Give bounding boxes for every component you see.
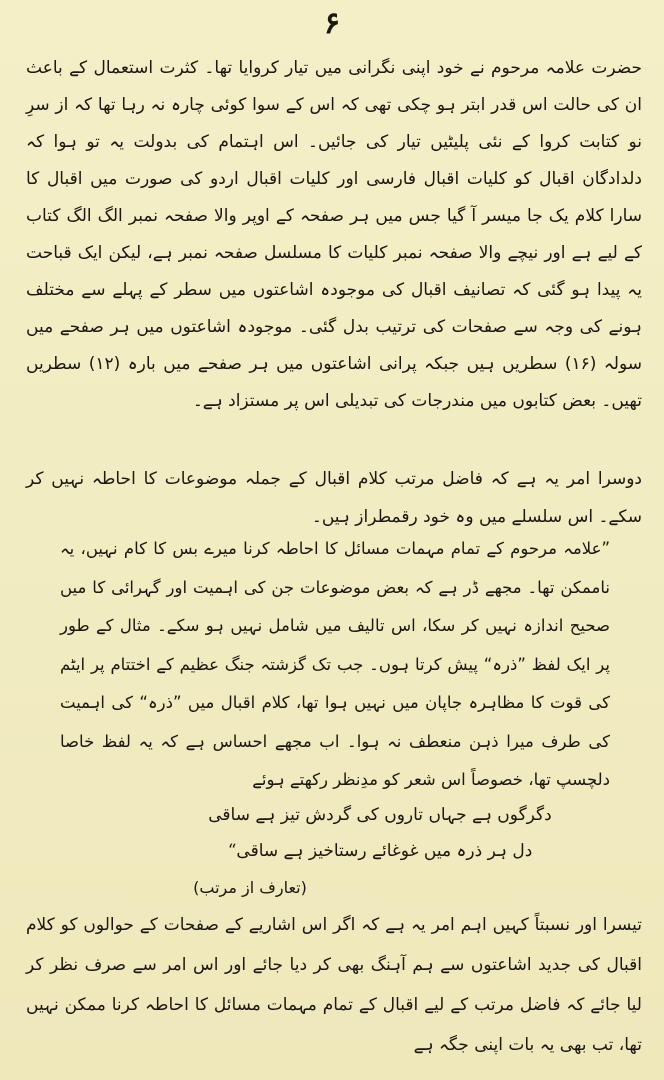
verse-line-2: دل ہر ذرہ میں غوغائے رستاخیز ہے ساقی“ <box>227 841 533 861</box>
paragraph-2: دوسرا امر یہ ہے کہ فاضل مرتب کلام اقبال کے جملہ موضوعات کا احاطہ نہیں کر سکے۔ اس سلسلے میں وہ خود رقمطراز ہیں۔ <box>26 469 642 527</box>
verse-line-1: دگرگوں ہے جہاں تاروں کی گردش تیز ہے ساقی <box>208 805 552 825</box>
block-quote: ”علامہ مرحوم کے تمام مہمات مسائل کا احاطہ کرنا میرے بس کا کام نہیں، یہ ناممکن تھا۔ مجھے ڈر ہے کہ بعض موضوعات جن کی اہمیت اور گہرائی کا میں صحیح اندازہ نہیں کر سکا، اس تالیف میں شامل نہیں ہو سکے۔ مثال کے طور پر ایک لفظ ”ذرہ“ پیش کرتا ہوں۔ جب تک گزشتہ جنگ عظیم کے اختتام پر ایٹم کی قوت کا مظاہرہ جاپان میں نہیں ہوا تھا، کلام اقبال میں ”ذرہ“ کی اہمیت کی طرف میرا ذہن منعطف نہ ہوا۔ اب مجھے احساس ہے کہ یہ لفظ خاصا دلچسپ تھا، خصوصاً اس شعر کو مدِنظر رکھتے ہوئے <box>60 539 610 789</box>
quote-citation: (تعارف از مرتب) <box>193 878 307 897</box>
paragraph-1: حضرت علامہ مرحوم نے خود اپنی نگرانی میں تیار کروایا تھا۔ کثرت استعمال کے باعث ان کی حالت اس قدر ابتر ہو چکی تھی کہ اس کے سوا کوئی چارہ نہ رہا تھا کہ از سرِ نو کتابت کروا کے نئی پلیٹیں تیار کی جائیں۔ اس اہتمام کی بدولت یہ تو ہوا کہ دلدادگان اقبال کو کلیات اقبال فارسی اور کلیات اقبال اردو کی صورت میں اقبال کا سارا کلام یک جا میسر آ گیا جس میں ہر صفحہ کے اوپر والا صفحہ نمبر الگ الگ کتاب کے لیے ہے اور نیچے والا صفحہ نمبر کلیات کا مسلسل صفحہ نمبر ہے، لیکن ایک قباحت یہ پیدا ہو گئی کہ تصانیف اقبال کی موجودہ اشاعتوں میں سطر کے پہلے سے مختلف ہونے کی وجہ سے صفحات کی ترتیب بدل گئی۔ موجودہ اشاعتوں میں ہر صفحے میں سولہ (۱۶) سطریں ہیں جبکہ پرانی اشاعتوں میں ہر صفحے میں بارہ (۱۲) سطریں تھیں۔ بعض کتابوں میں مندرجات کی تبدیلی اس پر مستزاد ہے۔ <box>26 58 643 411</box>
paragraph-3: تیسرا اور نسبتاً کہیں اہم امر یہ ہے کہ اگر اس اشاریے کے صفحات کے حوالوں کو کلام اقبال کی جدید اشاعتوں سے ہم آہنگ بھی کر دیا جائے اور اس امر سے صرف نظر کر لیا جائے کہ فاضل مرتب کے لیے اقبال کے تمام مہمات مسائل کا احاطہ کرنا ممکن نہیں تھا، تب بھی یہ بات اپنی جگہ ہے <box>26 915 642 1055</box>
page-number: ۶ <box>323 6 341 41</box>
